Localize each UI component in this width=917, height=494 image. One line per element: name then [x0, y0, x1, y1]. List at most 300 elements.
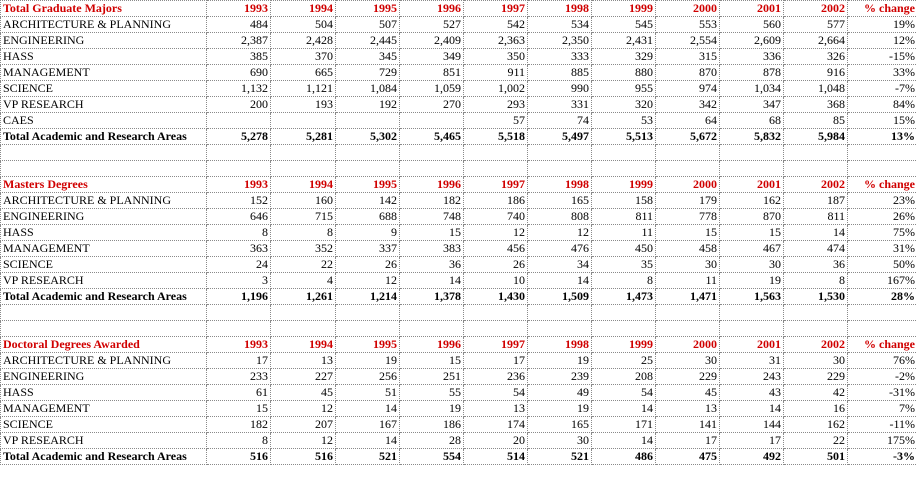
year-header[interactable]: 1996	[400, 1, 464, 17]
value-cell[interactable]: 326	[784, 49, 848, 65]
value-cell[interactable]: 22	[271, 257, 336, 273]
row-label[interactable]: SCIENCE	[1, 417, 207, 433]
value-cell[interactable]: 504	[271, 17, 336, 33]
empty-cell[interactable]	[784, 161, 848, 177]
empty-cell[interactable]	[271, 161, 336, 177]
value-cell[interactable]: 688	[336, 209, 400, 225]
value-cell[interactable]: 26	[464, 257, 528, 273]
year-header[interactable]: 1993	[207, 337, 271, 353]
change-cell[interactable]: 75%	[848, 225, 917, 241]
value-cell[interactable]: 8	[784, 273, 848, 289]
empty-cell[interactable]	[336, 321, 400, 337]
value-cell[interactable]: 239	[528, 369, 592, 385]
total-label[interactable]: Total Academic and Research Areas	[1, 449, 207, 465]
row-label[interactable]: HASS	[1, 225, 207, 241]
row-label[interactable]: ENGINEERING	[1, 209, 207, 225]
value-cell[interactable]: 1,121	[271, 81, 336, 97]
empty-cell[interactable]	[528, 145, 592, 161]
row-label[interactable]: ARCHITECTURE & PLANNING	[1, 193, 207, 209]
value-cell[interactable]: 34	[528, 257, 592, 273]
year-header[interactable]: 2001	[720, 177, 784, 193]
year-header[interactable]: 2000	[656, 177, 720, 193]
total-value-cell[interactable]: 1,473	[592, 289, 656, 305]
value-cell[interactable]: 165	[528, 193, 592, 209]
year-header[interactable]: 1997	[464, 337, 528, 353]
change-cell[interactable]: 167%	[848, 273, 917, 289]
value-cell[interactable]: 19	[720, 273, 784, 289]
value-cell[interactable]: 14	[400, 273, 464, 289]
total-value-cell[interactable]: 1,430	[464, 289, 528, 305]
year-header[interactable]: 1999	[592, 1, 656, 17]
empty-cell[interactable]	[271, 321, 336, 337]
value-cell[interactable]: 349	[400, 49, 464, 65]
empty-cell[interactable]	[400, 145, 464, 161]
value-cell[interactable]: 187	[784, 193, 848, 209]
value-cell[interactable]: 553	[656, 17, 720, 33]
value-cell[interactable]: 748	[400, 209, 464, 225]
value-cell[interactable]: 17	[207, 353, 271, 369]
value-cell[interactable]: 1,084	[336, 81, 400, 97]
value-cell[interactable]: 45	[656, 385, 720, 401]
value-cell[interactable]: 352	[271, 241, 336, 257]
value-cell[interactable]: 342	[656, 97, 720, 113]
total-value-cell[interactable]: 486	[592, 449, 656, 465]
value-cell[interactable]	[207, 113, 271, 129]
empty-cell[interactable]	[207, 321, 271, 337]
empty-cell[interactable]	[528, 321, 592, 337]
empty-cell[interactable]	[207, 145, 271, 161]
total-value-cell[interactable]: 554	[400, 449, 464, 465]
empty-cell[interactable]	[464, 145, 528, 161]
value-cell[interactable]: 236	[464, 369, 528, 385]
year-header[interactable]: 1998	[528, 337, 592, 353]
value-cell[interactable]: 690	[207, 65, 271, 81]
value-cell[interactable]: 911	[464, 65, 528, 81]
empty-cell[interactable]	[720, 161, 784, 177]
empty-cell[interactable]	[848, 305, 917, 321]
empty-cell[interactable]	[720, 305, 784, 321]
value-cell[interactable]: 12	[271, 433, 336, 449]
total-label[interactable]: Total Academic and Research Areas	[1, 289, 207, 305]
value-cell[interactable]: 28	[400, 433, 464, 449]
value-cell[interactable]: 916	[784, 65, 848, 81]
value-cell[interactable]: 14	[592, 433, 656, 449]
total-label[interactable]: Total Academic and Research Areas	[1, 129, 207, 145]
section-title[interactable]: Total Graduate Majors	[1, 1, 207, 17]
year-header[interactable]: 1996	[400, 177, 464, 193]
value-cell[interactable]: 484	[207, 17, 271, 33]
value-cell[interactable]: 15	[656, 225, 720, 241]
total-value-cell[interactable]: 1,196	[207, 289, 271, 305]
value-cell[interactable]: 186	[464, 193, 528, 209]
year-header[interactable]: 2002	[784, 337, 848, 353]
value-cell[interactable]: 17	[720, 433, 784, 449]
value-cell[interactable]: 19	[528, 401, 592, 417]
value-cell[interactable]: 15	[720, 225, 784, 241]
change-cell[interactable]: 15%	[848, 113, 917, 129]
value-cell[interactable]: 30	[528, 433, 592, 449]
total-value-cell[interactable]: 5,497	[528, 129, 592, 145]
value-cell[interactable]: 577	[784, 17, 848, 33]
value-cell[interactable]: 10	[464, 273, 528, 289]
value-cell[interactable]: 207	[271, 417, 336, 433]
value-cell[interactable]: 368	[784, 97, 848, 113]
empty-cell[interactable]	[784, 321, 848, 337]
value-cell[interactable]: 43	[720, 385, 784, 401]
value-cell[interactable]: 182	[207, 417, 271, 433]
value-cell[interactable]: 256	[336, 369, 400, 385]
value-cell[interactable]: 54	[592, 385, 656, 401]
value-cell[interactable]: 14	[592, 401, 656, 417]
year-header[interactable]: 2000	[656, 1, 720, 17]
value-cell[interactable]: 293	[464, 97, 528, 113]
value-cell[interactable]: 811	[784, 209, 848, 225]
value-cell[interactable]: 729	[336, 65, 400, 81]
value-cell[interactable]: 20	[464, 433, 528, 449]
total-value-cell[interactable]: 492	[720, 449, 784, 465]
value-cell[interactable]: 54	[464, 385, 528, 401]
change-cell[interactable]: 33%	[848, 65, 917, 81]
value-cell[interactable]: 363	[207, 241, 271, 257]
value-cell[interactable]: 270	[400, 97, 464, 113]
value-cell[interactable]: 142	[336, 193, 400, 209]
total-value-cell[interactable]: 5,672	[656, 129, 720, 145]
total-value-cell[interactable]: 1,471	[656, 289, 720, 305]
value-cell[interactable]: 17	[656, 433, 720, 449]
value-cell[interactable]: 12	[464, 225, 528, 241]
value-cell[interactable]: 1,059	[400, 81, 464, 97]
total-value-cell[interactable]: 1,261	[271, 289, 336, 305]
row-label[interactable]: CAES	[1, 113, 207, 129]
value-cell[interactable]: 2,609	[720, 33, 784, 49]
value-cell[interactable]: 851	[400, 65, 464, 81]
empty-cell[interactable]	[464, 161, 528, 177]
value-cell[interactable]: 162	[720, 193, 784, 209]
value-cell[interactable]: 870	[720, 209, 784, 225]
value-cell[interactable]: 1,048	[784, 81, 848, 97]
value-cell[interactable]: 1,132	[207, 81, 271, 97]
value-cell[interactable]: 808	[528, 209, 592, 225]
value-cell[interactable]: 329	[592, 49, 656, 65]
value-cell[interactable]: 320	[592, 97, 656, 113]
value-cell[interactable]: 2,363	[464, 33, 528, 49]
total-change-cell[interactable]: -3%	[848, 449, 917, 465]
value-cell[interactable]: 778	[656, 209, 720, 225]
value-cell[interactable]: 152	[207, 193, 271, 209]
row-label[interactable]: MANAGEMENT	[1, 401, 207, 417]
value-cell[interactable]: 8	[271, 225, 336, 241]
value-cell[interactable]: 370	[271, 49, 336, 65]
row-label[interactable]: HASS	[1, 49, 207, 65]
total-value-cell[interactable]: 516	[271, 449, 336, 465]
total-value-cell[interactable]: 5,984	[784, 129, 848, 145]
value-cell[interactable]: 49	[528, 385, 592, 401]
change-cell[interactable]: -2%	[848, 369, 917, 385]
total-change-cell[interactable]: 28%	[848, 289, 917, 305]
section-title[interactable]: Doctoral Degrees Awarded	[1, 337, 207, 353]
value-cell[interactable]: 870	[656, 65, 720, 81]
total-value-cell[interactable]: 516	[207, 449, 271, 465]
year-header[interactable]: 2002	[784, 1, 848, 17]
value-cell[interactable]: 19	[528, 353, 592, 369]
empty-cell[interactable]	[848, 321, 917, 337]
total-value-cell[interactable]: 5,518	[464, 129, 528, 145]
year-header[interactable]: 2000	[656, 337, 720, 353]
value-cell[interactable]: 51	[336, 385, 400, 401]
value-cell[interactable]: 68	[720, 113, 784, 129]
value-cell[interactable]: 2,350	[528, 33, 592, 49]
value-cell[interactable]: 3	[207, 273, 271, 289]
change-cell[interactable]: -11%	[848, 417, 917, 433]
value-cell[interactable]: 30	[784, 353, 848, 369]
value-cell[interactable]: 30	[656, 257, 720, 273]
year-header[interactable]: 1994	[271, 1, 336, 17]
value-cell[interactable]: 251	[400, 369, 464, 385]
row-label[interactable]: VP RESEARCH	[1, 97, 207, 113]
value-cell[interactable]: 14	[336, 433, 400, 449]
value-cell[interactable]: 193	[271, 97, 336, 113]
value-cell[interactable]: 542	[464, 17, 528, 33]
empty-cell[interactable]	[528, 305, 592, 321]
value-cell[interactable]: 715	[271, 209, 336, 225]
value-cell[interactable]: 30	[720, 257, 784, 273]
total-value-cell[interactable]: 5,513	[592, 129, 656, 145]
year-header[interactable]: 1995	[336, 177, 400, 193]
total-value-cell[interactable]: 501	[784, 449, 848, 465]
year-header[interactable]: 2001	[720, 1, 784, 17]
value-cell[interactable]: 15	[207, 401, 271, 417]
empty-cell[interactable]	[784, 305, 848, 321]
value-cell[interactable]: 12	[528, 225, 592, 241]
value-cell[interactable]: 45	[271, 385, 336, 401]
value-cell[interactable]: 2,409	[400, 33, 464, 49]
year-header[interactable]: 1996	[400, 337, 464, 353]
value-cell[interactable]: 19	[336, 353, 400, 369]
value-cell[interactable]: 15	[400, 353, 464, 369]
value-cell[interactable]: 208	[592, 369, 656, 385]
empty-cell[interactable]	[336, 305, 400, 321]
total-change-cell[interactable]: 13%	[848, 129, 917, 145]
value-cell[interactable]: 331	[528, 97, 592, 113]
value-cell[interactable]: 160	[271, 193, 336, 209]
total-value-cell[interactable]: 5,302	[336, 129, 400, 145]
value-cell[interactable]: 974	[656, 81, 720, 97]
value-cell[interactable]: 167	[336, 417, 400, 433]
value-cell[interactable]: 450	[592, 241, 656, 257]
value-cell[interactable]: 141	[656, 417, 720, 433]
value-cell[interactable]: 158	[592, 193, 656, 209]
value-cell[interactable]: 11	[656, 273, 720, 289]
value-cell[interactable]: 171	[592, 417, 656, 433]
row-label[interactable]: SCIENCE	[1, 257, 207, 273]
empty-cell[interactable]	[592, 321, 656, 337]
value-cell[interactable]: 35	[592, 257, 656, 273]
total-value-cell[interactable]: 1,214	[336, 289, 400, 305]
value-cell[interactable]: 13	[656, 401, 720, 417]
row-label[interactable]: MANAGEMENT	[1, 241, 207, 257]
change-cell[interactable]: -31%	[848, 385, 917, 401]
value-cell[interactable]: 507	[336, 17, 400, 33]
empty-cell[interactable]	[1, 321, 207, 337]
empty-cell[interactable]	[592, 145, 656, 161]
value-cell[interactable]: 458	[656, 241, 720, 257]
total-value-cell[interactable]: 521	[336, 449, 400, 465]
total-value-cell[interactable]: 1,378	[400, 289, 464, 305]
value-cell[interactable]: 315	[656, 49, 720, 65]
row-label[interactable]: SCIENCE	[1, 81, 207, 97]
value-cell[interactable]: 878	[720, 65, 784, 81]
empty-cell[interactable]	[528, 161, 592, 177]
empty-cell[interactable]	[400, 305, 464, 321]
value-cell[interactable]: 2,554	[656, 33, 720, 49]
value-cell[interactable]: 2,431	[592, 33, 656, 49]
value-cell[interactable]: 182	[400, 193, 464, 209]
total-value-cell[interactable]: 514	[464, 449, 528, 465]
value-cell[interactable]: 74	[528, 113, 592, 129]
value-cell[interactable]: 8	[207, 433, 271, 449]
year-header[interactable]: 1997	[464, 1, 528, 17]
change-header[interactable]: % change	[848, 177, 917, 193]
empty-cell[interactable]	[400, 321, 464, 337]
value-cell[interactable]: 4	[271, 273, 336, 289]
value-cell[interactable]: 31	[720, 353, 784, 369]
value-cell[interactable]: 8	[207, 225, 271, 241]
year-header[interactable]: 1998	[528, 177, 592, 193]
total-value-cell[interactable]: 5,281	[271, 129, 336, 145]
value-cell[interactable]: 885	[528, 65, 592, 81]
change-cell[interactable]: 7%	[848, 401, 917, 417]
value-cell[interactable]: 192	[336, 97, 400, 113]
value-cell[interactable]: 2,428	[271, 33, 336, 49]
change-cell[interactable]: 31%	[848, 241, 917, 257]
value-cell[interactable]	[336, 113, 400, 129]
year-header[interactable]: 1994	[271, 337, 336, 353]
value-cell[interactable]: 347	[720, 97, 784, 113]
value-cell[interactable]: 2,445	[336, 33, 400, 49]
empty-cell[interactable]	[720, 145, 784, 161]
value-cell[interactable]: 456	[464, 241, 528, 257]
empty-cell[interactable]	[656, 145, 720, 161]
empty-cell[interactable]	[271, 305, 336, 321]
value-cell[interactable]: 345	[336, 49, 400, 65]
value-cell[interactable]: 229	[784, 369, 848, 385]
value-cell[interactable]: 57	[464, 113, 528, 129]
change-cell[interactable]: 26%	[848, 209, 917, 225]
value-cell[interactable]: 174	[464, 417, 528, 433]
value-cell[interactable]: 14	[784, 225, 848, 241]
row-label[interactable]: ARCHITECTURE & PLANNING	[1, 353, 207, 369]
value-cell[interactable]: 30	[656, 353, 720, 369]
value-cell[interactable]: 233	[207, 369, 271, 385]
value-cell[interactable]: 560	[720, 17, 784, 33]
value-cell[interactable]: 534	[528, 17, 592, 33]
value-cell[interactable]: 14	[720, 401, 784, 417]
value-cell[interactable]: 1,034	[720, 81, 784, 97]
value-cell[interactable]: 545	[592, 17, 656, 33]
value-cell[interactable]: 144	[720, 417, 784, 433]
value-cell[interactable]: 42	[784, 385, 848, 401]
empty-cell[interactable]	[1, 161, 207, 177]
value-cell[interactable]	[271, 113, 336, 129]
empty-cell[interactable]	[784, 145, 848, 161]
total-value-cell[interactable]: 521	[528, 449, 592, 465]
value-cell[interactable]: 474	[784, 241, 848, 257]
empty-cell[interactable]	[592, 161, 656, 177]
value-cell[interactable]: 162	[784, 417, 848, 433]
total-value-cell[interactable]: 5,278	[207, 129, 271, 145]
row-label[interactable]: HASS	[1, 385, 207, 401]
value-cell[interactable]: 165	[528, 417, 592, 433]
value-cell[interactable]: 26	[336, 257, 400, 273]
change-cell[interactable]: 23%	[848, 193, 917, 209]
value-cell[interactable]: 383	[400, 241, 464, 257]
value-cell[interactable]: 19	[400, 401, 464, 417]
row-label[interactable]: ARCHITECTURE & PLANNING	[1, 17, 207, 33]
value-cell[interactable]: 229	[656, 369, 720, 385]
value-cell[interactable]: 61	[207, 385, 271, 401]
value-cell[interactable]: 243	[720, 369, 784, 385]
year-header[interactable]: 1995	[336, 1, 400, 17]
empty-cell[interactable]	[464, 305, 528, 321]
empty-cell[interactable]	[848, 161, 917, 177]
year-header[interactable]: 1998	[528, 1, 592, 17]
total-value-cell[interactable]: 5,832	[720, 129, 784, 145]
empty-cell[interactable]	[656, 305, 720, 321]
value-cell[interactable]: 64	[656, 113, 720, 129]
year-header[interactable]: 1993	[207, 177, 271, 193]
value-cell[interactable]: 16	[784, 401, 848, 417]
value-cell[interactable]	[400, 113, 464, 129]
row-label[interactable]: VP RESEARCH	[1, 433, 207, 449]
change-header[interactable]: % change	[848, 337, 917, 353]
value-cell[interactable]: 200	[207, 97, 271, 113]
empty-cell[interactable]	[592, 305, 656, 321]
change-cell[interactable]: 84%	[848, 97, 917, 113]
value-cell[interactable]: 880	[592, 65, 656, 81]
empty-cell[interactable]	[720, 321, 784, 337]
change-cell[interactable]: -15%	[848, 49, 917, 65]
value-cell[interactable]: 53	[592, 113, 656, 129]
value-cell[interactable]: 527	[400, 17, 464, 33]
section-title[interactable]: Masters Degrees	[1, 177, 207, 193]
value-cell[interactable]: 17	[464, 353, 528, 369]
change-cell[interactable]: -7%	[848, 81, 917, 97]
value-cell[interactable]: 665	[271, 65, 336, 81]
change-header[interactable]: % change	[848, 1, 917, 17]
value-cell[interactable]: 25	[592, 353, 656, 369]
empty-cell[interactable]	[656, 321, 720, 337]
change-cell[interactable]: 50%	[848, 257, 917, 273]
row-label[interactable]: MANAGEMENT	[1, 65, 207, 81]
total-value-cell[interactable]: 1,509	[528, 289, 592, 305]
change-cell[interactable]: 175%	[848, 433, 917, 449]
total-value-cell[interactable]: 5,465	[400, 129, 464, 145]
empty-cell[interactable]	[1, 305, 207, 321]
value-cell[interactable]: 476	[528, 241, 592, 257]
value-cell[interactable]: 186	[400, 417, 464, 433]
value-cell[interactable]: 24	[207, 257, 271, 273]
empty-cell[interactable]	[464, 321, 528, 337]
year-header[interactable]: 2001	[720, 337, 784, 353]
row-label[interactable]: VP RESEARCH	[1, 273, 207, 289]
value-cell[interactable]: 467	[720, 241, 784, 257]
value-cell[interactable]: 12	[271, 401, 336, 417]
value-cell[interactable]: 385	[207, 49, 271, 65]
value-cell[interactable]: 646	[207, 209, 271, 225]
empty-cell[interactable]	[207, 161, 271, 177]
year-header[interactable]: 1999	[592, 177, 656, 193]
total-value-cell[interactable]: 1,530	[784, 289, 848, 305]
